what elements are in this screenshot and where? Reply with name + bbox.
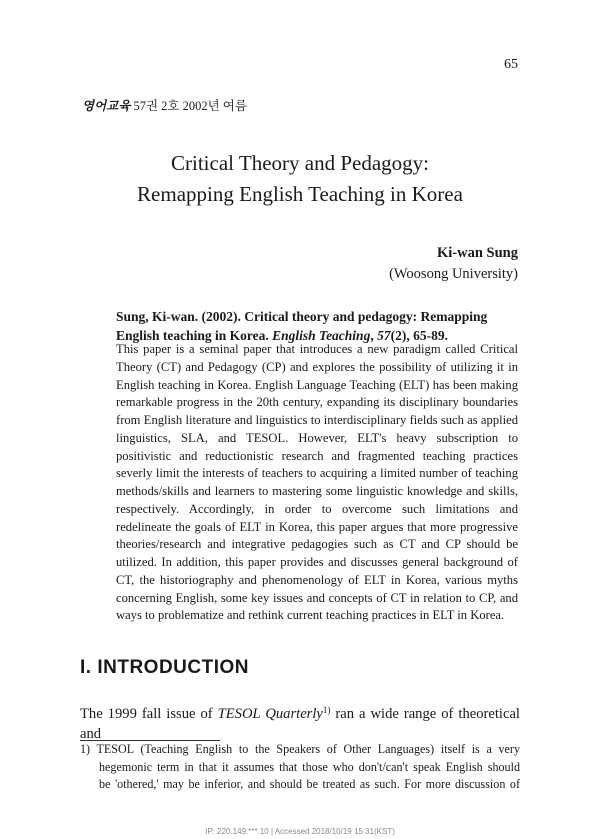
citation-separator: , — [370, 328, 378, 343]
citation-volume: 57 — [377, 328, 391, 343]
journal-issue: 57권 2호 2002년 여름 — [130, 99, 247, 113]
citation-rest: (2), 65-89. — [390, 328, 448, 343]
footnote-line-2: hegemonic term in that it assumes that those who don't/can't speak English should — [99, 759, 520, 774]
paper-title-line-1: Critical Theory and Pedagogy: — [171, 151, 429, 175]
abstract: This paper is a seminal paper that introduces a new paradigm called Critical Theory (CT) and Pedagogy (CP) and explores the possibility of utilizing it in English teaching in Korea. English Language Teaching (ELT) has been making remarkable progress in the 20th century, expanding its disciplinary boundaries from English literature and linguistics to interdisciplinary fields such as applied linguistics, SLA, and TESOL. However, ELT's heavy subscription to positivistic and reductionistic research and fragmented teaching practices severly limit the interests of teachers to acquiring a limited number of teaching methods/skills and learners to mastering some linguistic knowledge and skills, respectively. Accordingly, in order to overcome such limitations and redelineate the goals of ELT in Korea, this paper argues that more progressive theories/research and integrative pedagogies such as CT and CP should be utilized. In addition, this paper provides and discusses general background of CT, the historiography and phenomenology of ELT in Korea, various myths concerning English, some key issues and concepts of CT in relation to CP, and ways to problematize and rethink current teaching practices in ELT in Korea. — [116, 342, 518, 623]
journal-name: 영어교육 — [82, 99, 131, 113]
footnote-line-3: be 'othered,' may be inferior, and should be treated as such. For more discussion of — [99, 777, 520, 791]
journal-header — [82, 96, 247, 114]
paper-title-line-2: Remapping English Teaching in Korea — [137, 182, 463, 206]
body-text-end: ran a wide range of theoretical and — [80, 706, 520, 742]
section-heading: I. INTRODUCTION — [80, 657, 249, 678]
author-affiliation: (Woosong University) — [389, 266, 518, 282]
footnote-marker: 1) — [322, 705, 331, 715]
citation-prefix: Sung, Ki-wan. (2002). Critical theory and pedagogy: Remapping English teaching in Korea. — [116, 309, 488, 343]
footnote — [80, 741, 520, 794]
body-journal-name: TESOL Quarterly — [217, 706, 323, 722]
access-footer: IP: 220.149.***.10 | Accessed 2018/10/19 15:31(KST) — [205, 827, 395, 836]
body-paragraph — [80, 700, 520, 744]
citation-journal: English Teaching — [272, 328, 371, 343]
page-number: 65 — [504, 57, 518, 72]
body-text-start: The 1999 fall issue of — [80, 706, 218, 722]
author-name: Ki-wan Sung — [437, 245, 518, 261]
citation — [116, 307, 518, 345]
paper-title — [0, 148, 600, 210]
footnote-line-1: 1) TESOL (Teaching English to the Speakers of Other Languages) itself is a very — [80, 742, 520, 756]
author-block — [389, 243, 518, 285]
